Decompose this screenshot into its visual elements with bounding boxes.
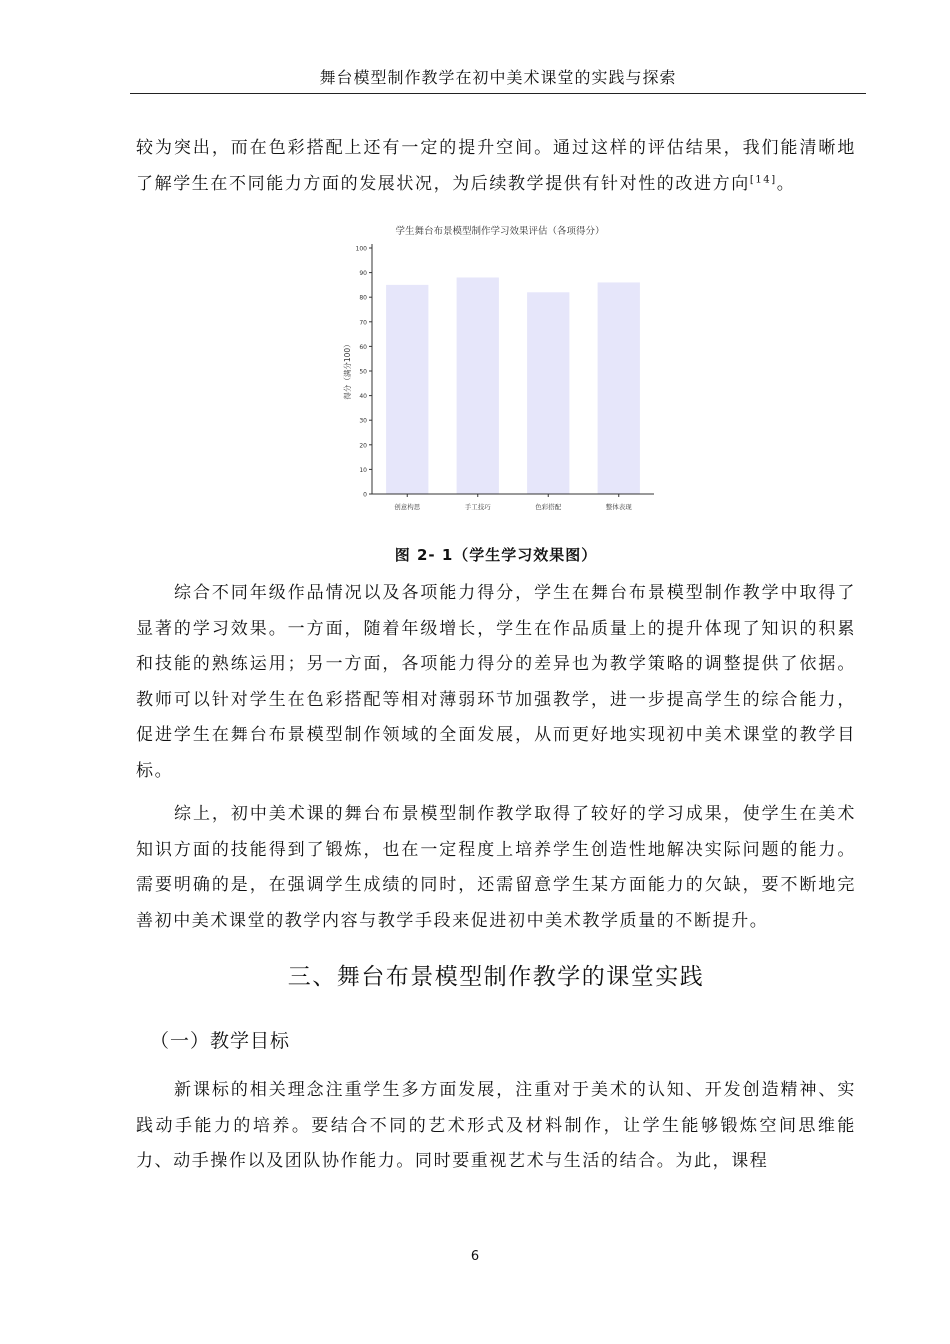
figure-bar-chart xyxy=(340,218,670,518)
paragraph: 综上，初中美术课的舞台布景模型制作教学取得了较好的学习成果，使学生在美术知识方面的技能得到了锻炼，也在一定程度上培养学生创造性地解决实际问题的能力。需要明确的是，在强调学生成绩的同时，还需留意学生某方面能力的欠缺，要不断地完善初中美术课堂的教学内容与教学手段来促进初中美术教学质量的不断提升。 xyxy=(136,804,856,931)
paragraph-end: 。 xyxy=(776,173,796,194)
x-tick-label: 色彩搭配 xyxy=(535,503,562,511)
chart-ylabel: 得分（满分100） xyxy=(343,340,352,400)
figure-caption: 图 2- 1（学生学习效果图） xyxy=(394,546,598,564)
bar-2 xyxy=(457,278,499,494)
bar-series xyxy=(386,278,640,494)
running-header: 舞台模型制作教学在初中美术课堂的实践与探索 xyxy=(130,66,866,94)
x-tick-label: 整体表现 xyxy=(605,503,632,511)
bar-3 xyxy=(527,292,569,494)
y-tick-label: 80 xyxy=(359,294,367,302)
y-tick-label: 10 xyxy=(359,466,367,474)
chart-title: 学生舞台布景模型制作学习效果评估（各项得分） xyxy=(395,226,605,237)
page-number: 6 xyxy=(470,1249,480,1264)
y-tick-label: 60 xyxy=(359,343,367,351)
subsection-title: （一）教学目标 xyxy=(150,1030,291,1052)
paragraph-continuation xyxy=(136,131,856,202)
y-axis xyxy=(356,244,372,499)
citation-ref: [14] xyxy=(749,173,777,185)
y-tick-label: 70 xyxy=(359,319,367,327)
bar-4 xyxy=(598,282,640,494)
x-axis xyxy=(372,494,654,511)
section-title: 三、舞台布景模型制作教学的课堂实践 xyxy=(287,964,705,990)
x-tick-label: 手工技巧 xyxy=(464,503,491,511)
bar-1 xyxy=(386,285,428,494)
y-tick-label: 40 xyxy=(359,393,367,401)
x-tick-label: 创意构思 xyxy=(394,503,421,511)
y-tick-label: 90 xyxy=(359,270,367,278)
y-tick-label: 20 xyxy=(359,442,367,450)
y-tick-label: 50 xyxy=(359,368,367,376)
paragraph: 新课标的相关理念注重学生多方面发展，注重对于美术的认知、开发创造精神、实践动手能力的培养。要结合不同的艺术形式及材料制作，让学生能够锻炼空间思维能力、动手操作以及团队协作能力。同时要重视艺术与生活的结合。为此，课程 xyxy=(136,1080,856,1171)
y-tick-label: 100 xyxy=(355,245,367,253)
y-tick-label: 0 xyxy=(363,491,367,499)
bar-chart-svg xyxy=(340,218,670,518)
paragraph: 综合不同年级作品情况以及各项能力得分，学生在舞台布景模型制作教学中取得了显著的学习效果。一方面，随着年级增长，学生在作品质量上的提升体现了知识的积累和技能的熟练运用；另一方面，各项能力得分的差异也为教学策略的调整提供了依据。教师可以针对学生在色彩搭配等相对薄弱环节加强教学，进一步提高学生的综合能力，促进学生在舞台布景模型制作领域的全面发展，从而更好地实现初中美术课堂的教学目标。 xyxy=(136,583,856,781)
paragraph-text: 较为突出，而在色彩搭配上还有一定的提升空间。通过这样的评估结果，我们能清晰地了解学生在不同能力方面的发展状况，为后续教学提供有针对性的改进方向 xyxy=(136,138,856,194)
y-tick-label: 30 xyxy=(359,417,367,425)
